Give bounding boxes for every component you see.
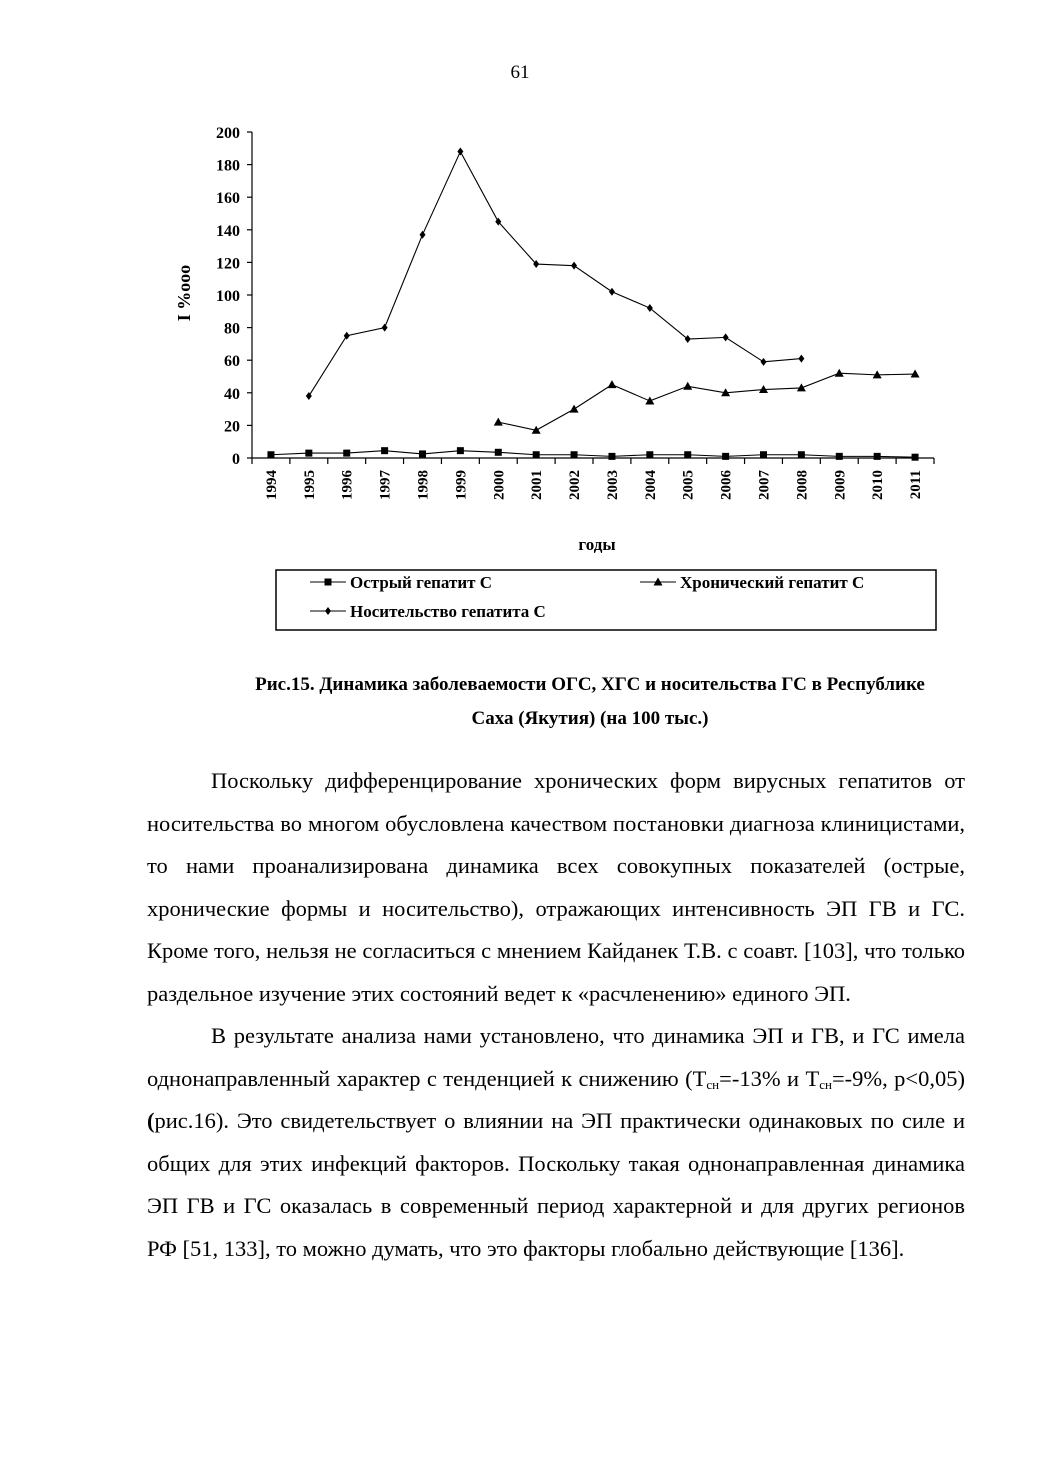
y-tick-label-80: 80: [224, 320, 240, 338]
point-square-2008: [798, 451, 805, 458]
p2-subscript-2: сн: [819, 1076, 832, 1092]
y-tick-label-60: 60: [224, 353, 240, 371]
series-diamond: [306, 148, 805, 401]
point-square-2006: [722, 453, 729, 460]
series-line-square: [271, 451, 915, 458]
y-tick-label-120: 120: [216, 255, 240, 273]
series-triangle: [494, 369, 920, 434]
point-triangle-2004: [645, 396, 654, 404]
legend-label-triangle: Хронический гепатит С: [680, 573, 865, 592]
point-square-2009: [836, 453, 843, 460]
y-axis-label: I %ooo: [174, 264, 194, 322]
p2-text-e: рис.16). Это свидетельствует о влиянии на ЭП практически одинаковых по силе и общих для этих инфекций факторов. Поскольку такая однонаправленная динамика ЭП ГВ и ГС оказалась в современный период характерной и для других регионов РФ [51, 133], то можно думать, что это факторы глобально действующие [136].: [147, 1108, 965, 1261]
point-triangle-2008: [797, 383, 806, 391]
point-diamond-1997: [382, 324, 388, 332]
x-tick-label-2003: 2003: [604, 470, 621, 500]
point-diamond-2002: [571, 262, 577, 270]
x-tick-label-1994: 1994: [263, 470, 280, 500]
y-tick-label-140: 140: [216, 222, 240, 240]
caption-line-2: Саха (Якутия) (на 100 тыс.): [471, 708, 709, 729]
point-diamond-2006: [723, 333, 729, 341]
x-tick-label-2005: 2005: [680, 470, 697, 500]
point-triangle-2011: [911, 370, 920, 378]
x-tick-label-1998: 1998: [415, 470, 432, 500]
x-tick-label-1997: 1997: [377, 470, 394, 500]
p2-subscript-1: сн: [706, 1076, 720, 1092]
point-square-2003: [608, 453, 615, 460]
legend-label-diamond: Носительство гепатита С: [350, 602, 546, 621]
point-square-2000: [495, 449, 502, 456]
point-diamond-2004: [647, 304, 653, 312]
chart-axes: [216, 125, 934, 500]
point-diamond-1998: [420, 231, 426, 239]
p2-bold-paren: (: [147, 1108, 155, 1133]
point-square-2004: [646, 451, 653, 458]
y-tick-label-200: 200: [216, 125, 240, 142]
x-tick-label-2009: 2009: [832, 470, 849, 500]
x-tick-label-2007: 2007: [756, 470, 773, 500]
figure-caption: [150, 668, 1030, 736]
x-tick-label-2010: 2010: [870, 470, 887, 500]
point-triangle-2002: [570, 405, 579, 413]
point-triangle-2000: [494, 418, 503, 426]
x-tick-label-1995: 1995: [301, 470, 318, 500]
point-square-1996: [343, 450, 350, 457]
x-axis-label: годы: [578, 535, 616, 554]
x-tick-label-1999: 1999: [453, 470, 470, 500]
y-tick-label-0: 0: [232, 451, 240, 468]
paragraph-1: Поскольку дифференцирование хронических форм вирусных гепатитов от носительства во многом обусловлена качеством постановки диагноза клиницистами, то нами проанализирована динамика всех совокупных показателей (острые, хронические формы и носительство), отражающих интенсивность ЭП ГВ и ГС. Кроме того, нельзя не согласиться с мнением Кайданек Т.В. с соавт. [103], что только раздельное изучение этих состояний ведет к «расчленению» единого ЭП.: [147, 768, 965, 1006]
legend-marker-square: [325, 579, 332, 586]
y-tick-label-20: 20: [224, 418, 240, 436]
point-diamond-2003: [609, 288, 615, 296]
point-square-2001: [533, 451, 540, 458]
legend-marker-diamond: [325, 607, 331, 615]
point-square-2010: [874, 453, 881, 460]
x-tick-label-2002: 2002: [567, 470, 584, 500]
y-tick-label-160: 160: [216, 190, 240, 208]
point-square-2005: [684, 451, 691, 458]
x-tick-label-2000: 2000: [491, 470, 508, 500]
p2-text-a: В результате анализа нами установлено, что динамика ЭП и ГВ, и ГС имела однонаправленный характер с тенденцией к снижению (Т: [147, 1023, 965, 1091]
x-tick-label-2001: 2001: [529, 470, 546, 500]
page-number: 61: [510, 62, 530, 83]
point-square-1994: [267, 451, 274, 458]
p2-text-b: =-13% и Т: [719, 1065, 820, 1091]
point-square-1998: [419, 450, 426, 457]
x-tick-label-2004: 2004: [642, 470, 659, 501]
y-tick-label-180: 180: [216, 157, 240, 175]
p2-text-c: =-9%, р<0,05): [831, 1065, 965, 1091]
point-diamond-2008: [798, 355, 804, 363]
point-square-2002: [571, 451, 578, 458]
series-line-triangle: [498, 373, 915, 430]
paragraph-2: [147, 1015, 965, 1270]
point-triangle-2003: [607, 380, 616, 388]
incidence-line-chart: [160, 118, 960, 638]
x-tick-label-1996: 1996: [339, 470, 356, 500]
legend-label-square: Острый гепатит С: [350, 573, 493, 592]
point-diamond-2005: [685, 335, 691, 343]
x-tick-label-2008: 2008: [794, 470, 811, 500]
chart-legend: [276, 570, 936, 630]
caption-line-1: Рис.15. Динамика заболеваемости ОГС, ХГС и носительства ГС в Республике: [255, 674, 925, 695]
y-tick-label-100: 100: [216, 288, 240, 305]
body-text: [147, 760, 965, 1270]
point-square-1995: [305, 450, 312, 457]
series-line-diamond: [309, 152, 802, 397]
chart-series: [267, 148, 919, 461]
y-tick-label-40: 40: [224, 385, 240, 403]
x-tick-label-2006: 2006: [718, 470, 735, 500]
point-square-1997: [381, 447, 388, 454]
point-triangle-2005: [683, 382, 692, 390]
point-square-2007: [760, 451, 767, 458]
x-tick-label-2011: 2011: [908, 470, 925, 500]
point-square-1999: [457, 447, 464, 454]
point-diamond-2007: [761, 358, 767, 366]
point-triangle-2009: [835, 369, 844, 377]
point-square-2011: [912, 454, 919, 461]
